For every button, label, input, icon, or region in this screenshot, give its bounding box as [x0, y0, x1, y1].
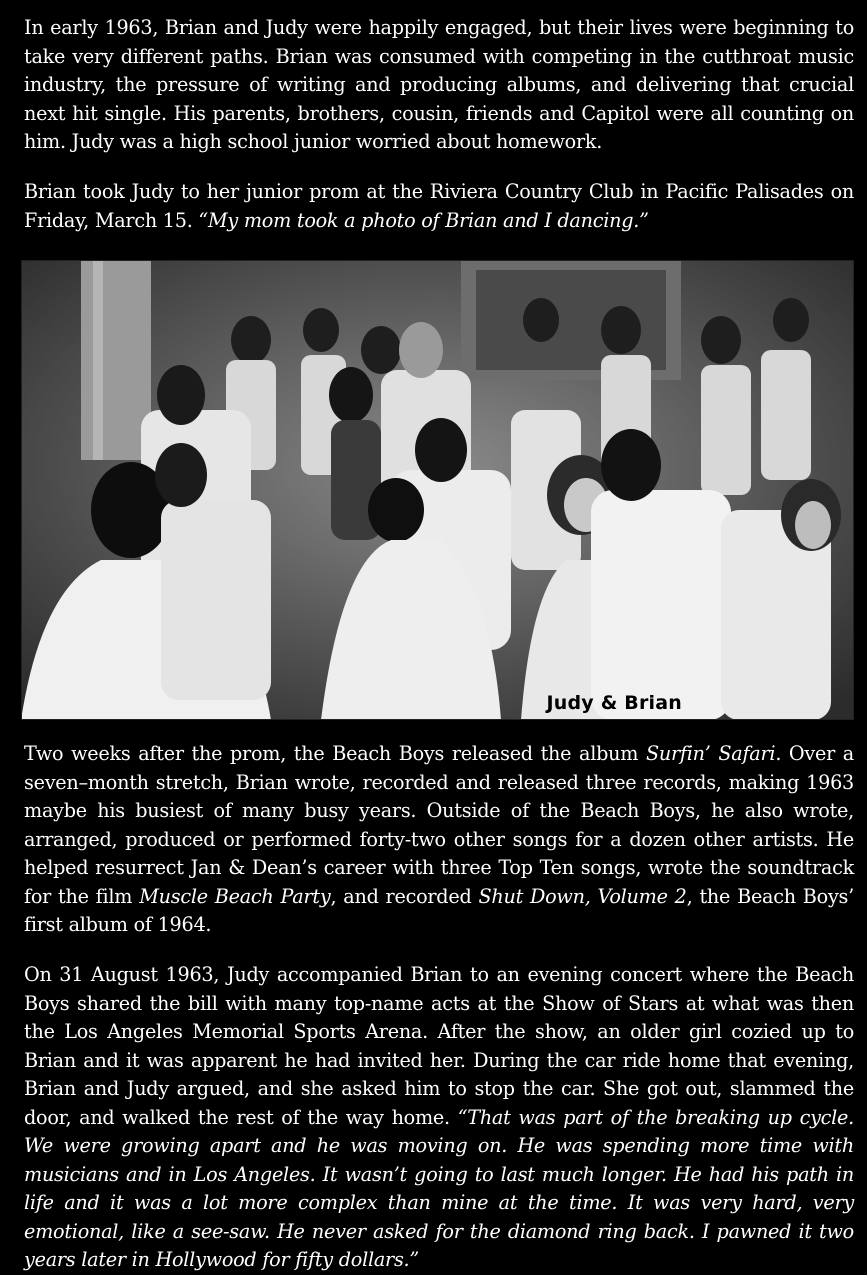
album-title-shut-down-vol-2: Shut Down, Volume 2	[478, 884, 687, 908]
paragraph-prom	[24, 178, 854, 235]
work-text-d: , the Beach Boys’ first album of 1964.	[24, 884, 854, 936]
breakup-quote: “That was part of the breaking up cycle. We were growing apart and he was moving on. He was spending more time with musicians and in Los Angeles. It wasn’t going to last much longer. He had his path in life and it was a lot more complex than mine at the time. It was very hard, very emotional, like a see-saw. He never asked for the diamond ring back. I pawned it two years later in Hollywood for fifty dollars.”	[24, 1105, 854, 1271]
paragraph-engagement: In early 1963, Brian and Judy were happily engaged, but their lives were beginning to take very different paths. Brian was consumed with competing in the cutthroat music industry, the pressure of writing and producing albums, and delivering that crucial next hit single. His parents, brothers, cousin, friends and Capitol were all counting on him. Judy was a high school junior worried about homework.	[24, 16, 854, 153]
photo-caption: Judy & Brian	[546, 692, 682, 714]
prom-photo	[21, 260, 854, 720]
paragraph-breakup	[24, 961, 854, 1275]
film-title-muscle-beach-party: Muscle Beach Party	[139, 884, 331, 908]
paragraph-1963-work	[24, 740, 854, 940]
work-text-a: Two weeks after the prom, the Beach Boys released the album	[24, 742, 646, 765]
work-text-c: , and recorded	[330, 884, 479, 908]
album-title-surfin-safari: Surfin’ Safari	[645, 742, 776, 765]
breakup-text: On 31 August 1963, Judy accompanied Brian to an evening concert where the Beach Boys shared the bill with many top-name acts at the Show of Stars at what was then the Los Angeles Memorial Sports Arena. After the show, an older girl cozied up to Brian and it was apparent he had invited her. During the car ride home that evening, Brian and Judy argued, and she asked him to stop the car. She got out, slammed the door, and walked the rest of the way home.	[24, 963, 854, 1129]
prom-quote: “My mom took a photo of Brian and I dancing.”	[198, 208, 649, 232]
work-text-b: . Over a seven–month stretch, Brian wrote, recorded and released three records, making 1963 maybe his busiest of many busy years. Outside of the Beach Boys, he also wrote, arranged, produced or performed forty-two other songs for a dozen other artists. He helped resurrect Jan & Dean’s career with three Top Ten songs, wrote the soundtrack for the film	[24, 742, 854, 908]
prom-text: Brian took Judy to her junior prom at the Riviera Country Club in Pacific Palisades on Friday, March 15.	[24, 180, 854, 232]
prom-photo-illustration	[21, 260, 854, 720]
